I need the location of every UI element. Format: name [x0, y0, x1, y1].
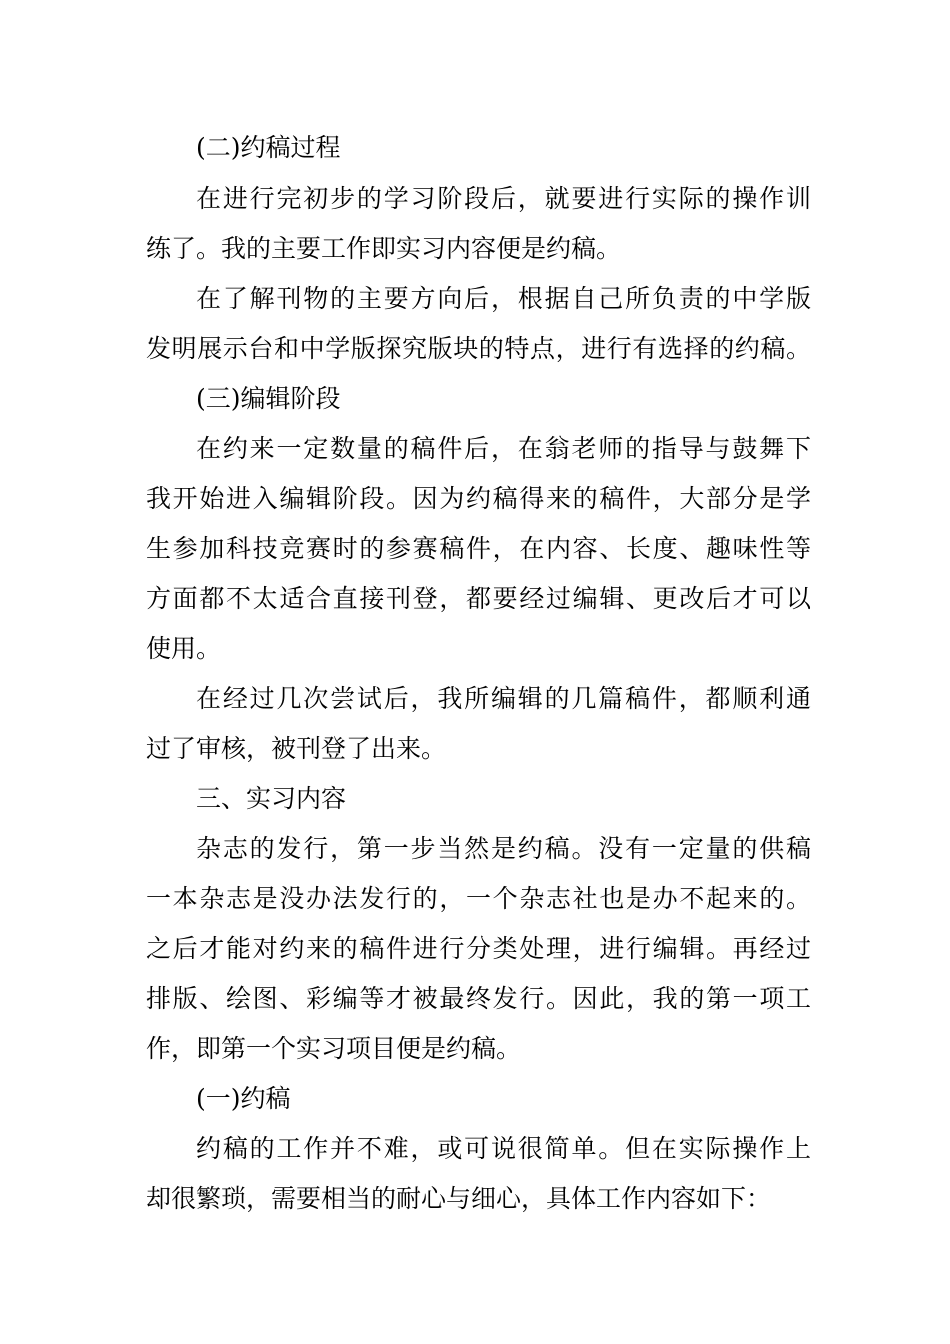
- paragraph-line: 过了审核，被刊登了出来。: [146, 734, 447, 763]
- paragraph-line: 排版、绘图、彩编等才被最终发行。因此，我的第一项工: [146, 984, 811, 1013]
- section-heading-yuegao: (一)约稿: [196, 1084, 291, 1113]
- paragraph-line: 作，即第一个实习项目便是约稿。: [146, 1034, 522, 1063]
- section-heading-shixi-neirong: 三、实习内容: [196, 784, 347, 813]
- paragraph-line: 之后才能对约来的稿件进行分类处理，进行编辑。再经过: [146, 934, 811, 963]
- section-heading-bianji-jieduan: (三)编辑阶段: [196, 384, 341, 413]
- paragraph-line: 在约来一定数量的稿件后，在翁老师的指导与鼓舞下: [196, 434, 811, 463]
- paragraph-line: 在经过几次尝试后，我所编辑的几篇稿件，都顺利通: [196, 684, 811, 713]
- section-heading-yuegao-guocheng: (二)约稿过程: [196, 133, 341, 162]
- paragraph-line: 在了解刊物的主要方向后，根据自己所负责的中学版: [196, 284, 811, 313]
- paragraph-line: 我开始进入编辑阶段。因为约稿得来的稿件，大部分是学: [146, 484, 811, 513]
- paragraph-line: 练了。我的主要工作即实习内容便是约稿。: [146, 234, 622, 263]
- paragraph-line: 却很繁琐，需要相当的耐心与细心，具体工作内容如下：: [146, 1184, 772, 1213]
- paragraph-line: 使用。: [146, 634, 222, 663]
- paragraph-line: 发明展示台和中学版探究版块的特点，进行有选择的约稿。: [146, 334, 811, 363]
- paragraph-line: 方面都不太适合直接刊登，都要经过编辑、更改后才可以: [146, 584, 811, 613]
- paragraph-line: 在进行完初步的学习阶段后，就要进行实际的操作训: [196, 184, 811, 213]
- paragraph-line: 约稿的工作并不难，或可说很简单。但在实际操作上: [196, 1134, 811, 1163]
- paragraph-line: 杂志的发行，第一步当然是约稿。没有一定量的供稿: [196, 834, 811, 863]
- paragraph-line: 一本杂志是没办法发行的，一个杂志社也是办不起来的。: [146, 884, 811, 913]
- paragraph-line: 生参加科技竞赛时的参赛稿件，在内容、长度、趣味性等: [146, 534, 811, 563]
